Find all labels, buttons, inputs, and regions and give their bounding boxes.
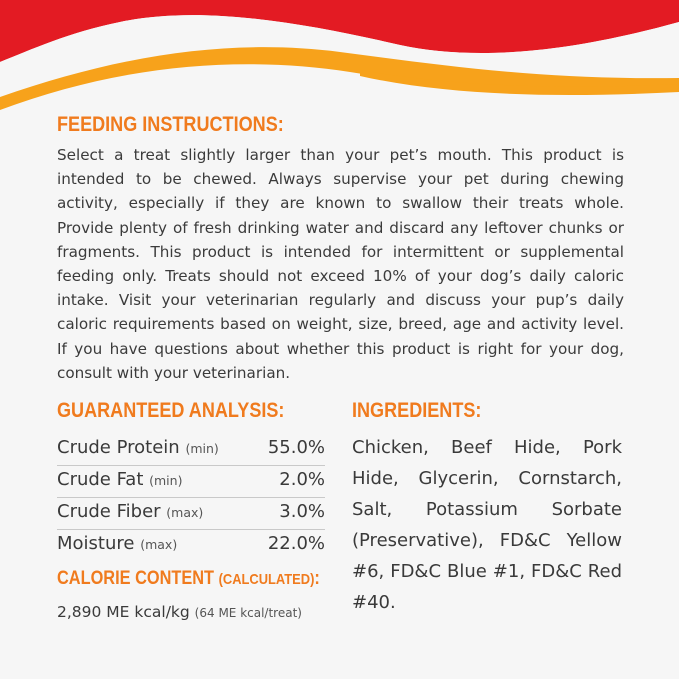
calorie-content-value (57, 603, 302, 621)
calorie-colon: : (314, 568, 320, 589)
analysis-value: 3.0% (279, 501, 325, 522)
guaranteed-analysis-table (57, 434, 325, 561)
feeding-instructions-title: FEEDING INSTRUCTIONS: (57, 113, 284, 136)
guaranteed-analysis-title: GUARANTEED ANALYSIS: (57, 399, 285, 422)
calorie-qualifier: (CALCULATED) (218, 571, 315, 588)
calorie-per-treat: (64 ME kcal/treat) (194, 606, 302, 620)
analysis-row (57, 530, 325, 561)
calorie-kcal-kg: 2,890 ME kcal/kg (57, 603, 190, 621)
analysis-value: 22.0% (267, 533, 325, 554)
analysis-row (57, 498, 325, 530)
calorie-title-text: CALORIE CONTENT (57, 568, 215, 589)
analysis-row (57, 466, 325, 498)
analysis-qualifier: (max) (166, 505, 204, 520)
analysis-row (57, 434, 325, 466)
analysis-qualifier: (max) (140, 537, 178, 552)
analysis-nutrient: Moisture (57, 533, 135, 554)
header-swoosh-graphic (0, 0, 679, 110)
analysis-nutrient: Crude Protein (57, 437, 180, 458)
analysis-nutrient: Crude Fat (57, 469, 144, 490)
ingredients-title: INGREDIENTS: (352, 399, 482, 422)
feeding-instructions-text: Select a treat slightly larger than your pet’s mouth. This product is intended to be chewed. Always supervise your pet during chewing activity, especially if they are known to swallow their treats whole. Provide plenty of fresh drinking water and discard any leftover chunks or fragments. This product is intended for intermittent or supplemental feeding only. Treats should not exceed 10% of your dog’s daily caloric intake. Visit your veterinarian regularly and discuss your pup’s daily caloric requirements based on weight, size, breed, age and activity level. If you have questions about whether this product is right for your dog, consult with your veterinarian. (57, 146, 624, 382)
analysis-value: 55.0% (267, 437, 325, 458)
analysis-nutrient: Crude Fiber (57, 501, 161, 522)
ingredients-list: Chicken, Beef Hide, Pork Hide, Glycerin, Cornstarch, Salt, Potassium Sorbate (Preservative), FD&C Yellow #6, FD&C Blue #1, FD&C Red #40. (352, 437, 622, 613)
analysis-qualifier: (min) (185, 441, 219, 456)
analysis-qualifier: (min) (149, 473, 183, 488)
swoosh-orange (0, 47, 679, 110)
calorie-content-title (57, 568, 363, 590)
analysis-value: 2.0% (279, 469, 325, 490)
